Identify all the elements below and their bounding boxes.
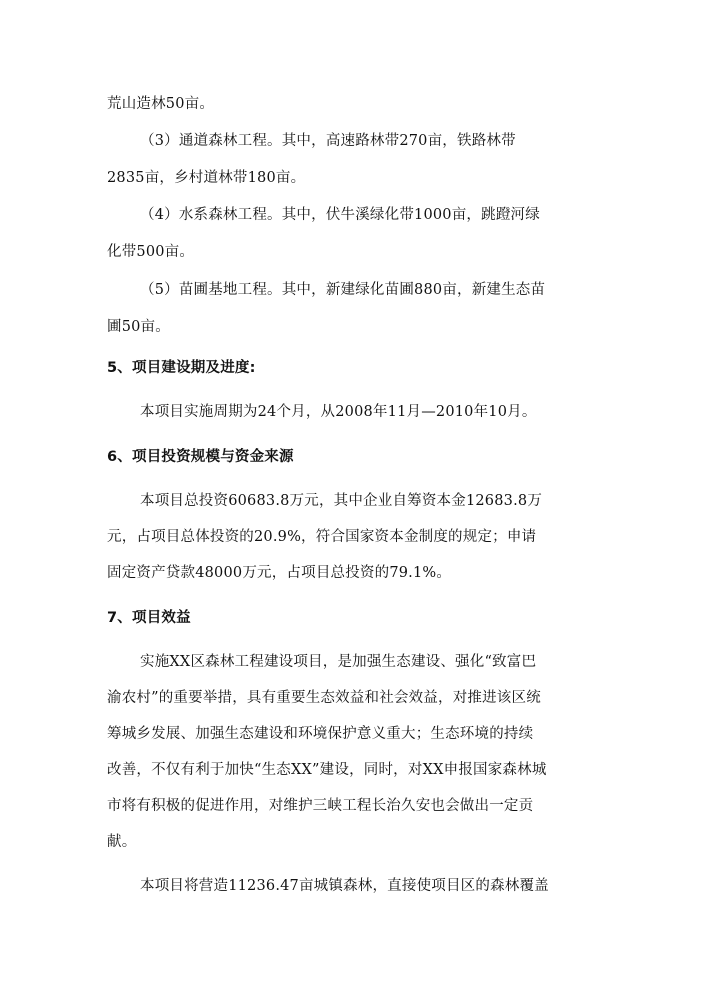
paragraph-line: 实施XX区森林工程建设项目，是加强生态建设、强化“致富巴	[140, 654, 537, 670]
paragraph-line: 本项目将营造11236.47亩城镇森林，直接使项目区的森林覆盖	[140, 878, 549, 894]
section-heading-5: 5、项目建设期及进度:	[107, 360, 256, 376]
list-item-nursery-base: （5）苗圃基地工程。其中，新建绿化苗圃880亩，新建生态苗	[140, 282, 546, 298]
list-item-road-forest: （3）通道森林工程。其中，高速路林带270亩，铁路林带	[140, 133, 516, 149]
paragraph-line: 元，占项目总体投资的20.9%，符合国家资本金制度的规定；申请	[107, 529, 537, 545]
paragraph-line: 2835亩，乡村道林带180亩。	[107, 170, 306, 186]
paragraph-line: 筹城乡发展、加强生态建设和环境保护意义重大；生态环境的持续	[107, 726, 534, 742]
paragraph-line: 市将有积极的促进作用，对维护三峡工程长治久安也会做出一定贡	[107, 798, 534, 814]
paragraph-line: 化带500亩。	[107, 244, 195, 260]
paragraph-line: 本项目总投资60683.8万元，其中企业自筹资本金12683.8万	[140, 493, 543, 509]
paragraph-line: 荒山造林50亩。	[107, 96, 215, 112]
paragraph-line: 圃50亩。	[107, 319, 170, 335]
list-item-water-forest: （4）水系森林工程。其中，伏牛溪绿化带1000亩，跳蹬河绿	[140, 207, 540, 223]
paragraph-line: 渝农村”的重要举措，具有重要生态效益和社会效益，对推进该区统	[107, 690, 541, 706]
paragraph-line: 献。	[107, 834, 137, 850]
section-heading-6: 6、项目投资规模与资金来源	[107, 449, 294, 465]
paragraph-line: 固定资产贷款48000万元，占项目总投资的79.1%。	[107, 565, 452, 581]
paragraph-line: 本项目实施周期为24个月，从2008年11月—2010年10月。	[140, 404, 537, 420]
paragraph-line: 改善，不仅有利于加快“生态XX”建设，同时，对XX申报国家森林城	[107, 762, 547, 778]
section-heading-7: 7、项目效益	[107, 610, 191, 626]
